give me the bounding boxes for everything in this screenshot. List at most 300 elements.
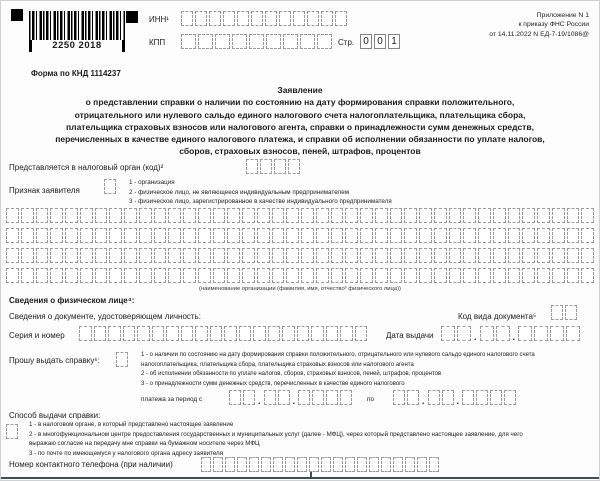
input-cell[interactable] <box>419 268 432 283</box>
applicant-option: 3 - физическое лицо, зарегистрированное в качестве индивидуального предпринимателя <box>129 198 392 206</box>
input-cell[interactable] <box>550 326 564 341</box>
series-number-cells[interactable] <box>79 326 367 341</box>
input-cell[interactable] <box>390 268 403 283</box>
input-cell[interactable] <box>168 228 181 243</box>
input-cell[interactable] <box>152 326 165 341</box>
input-cell[interactable] <box>181 11 193 26</box>
input-cell[interactable] <box>80 248 93 263</box>
delivery-method-cell[interactable] <box>6 424 18 439</box>
input-cell[interactable] <box>242 228 255 243</box>
request-certificate-cell[interactable] <box>116 352 128 367</box>
input-cell[interactable] <box>522 268 535 283</box>
input-cell[interactable] <box>257 228 270 243</box>
input-cell[interactable] <box>273 457 283 472</box>
input-cell[interactable] <box>198 268 211 283</box>
input-cell[interactable] <box>95 268 108 283</box>
input-cell[interactable] <box>242 268 255 283</box>
input-cell[interactable] <box>478 228 491 243</box>
input-cell[interactable] <box>65 208 78 223</box>
issue-date-month-cells[interactable] <box>480 326 510 341</box>
contact-phone-cells[interactable] <box>201 457 439 472</box>
input-cell[interactable] <box>198 208 211 223</box>
input-cell[interactable] <box>360 228 373 243</box>
input-cell[interactable] <box>109 248 122 263</box>
input-cell[interactable] <box>375 208 388 223</box>
input-cell[interactable] <box>490 390 502 405</box>
input-cell[interactable] <box>181 326 194 341</box>
input-cell[interactable] <box>79 326 92 341</box>
period-from-year-cells[interactable] <box>298 390 352 405</box>
title-line: Заявление <box>277 85 323 95</box>
input-cell[interactable] <box>419 208 432 223</box>
input-cell[interactable] <box>478 268 491 283</box>
input-cell[interactable] <box>279 11 291 26</box>
input-cell[interactable] <box>434 208 447 223</box>
input-cell[interactable] <box>243 390 255 405</box>
input-cell[interactable] <box>417 457 427 472</box>
input-cell[interactable] <box>50 268 63 283</box>
input-cell[interactable] <box>331 228 344 243</box>
input-cell[interactable] <box>183 208 196 223</box>
input-cell[interactable] <box>357 457 367 472</box>
input-cell[interactable] <box>298 390 310 405</box>
input-cell[interactable] <box>441 326 455 341</box>
input-cell[interactable] <box>463 208 476 223</box>
input-cell[interactable] <box>309 457 319 472</box>
input-cell[interactable] <box>209 11 221 26</box>
input-cell[interactable] <box>316 268 329 283</box>
input-cell[interactable] <box>213 268 226 283</box>
page-number-cells <box>360 34 400 49</box>
input-cell[interactable] <box>282 326 295 341</box>
input-cell[interactable] <box>213 208 226 223</box>
input-cell[interactable] <box>124 208 137 223</box>
input-cell[interactable] <box>139 268 152 283</box>
input-cell[interactable] <box>137 326 150 341</box>
input-cell[interactable] <box>65 268 78 283</box>
input-cell[interactable] <box>198 248 211 263</box>
input-cell[interactable] <box>345 228 358 243</box>
input-cell[interactable] <box>213 248 226 263</box>
applicant-option: 1 - организация <box>129 179 175 186</box>
form-knd-label: Форма по КНД 1114237 <box>31 69 121 78</box>
input-cell[interactable] <box>36 228 49 243</box>
input-cell[interactable] <box>301 228 314 243</box>
input-cell[interactable] <box>249 457 259 472</box>
input-cell[interactable] <box>508 228 521 243</box>
input-cell[interactable] <box>326 390 338 405</box>
input-cell[interactable] <box>65 228 78 243</box>
input-cell[interactable] <box>264 390 276 405</box>
input-cell[interactable] <box>463 228 476 243</box>
input-cell[interactable] <box>116 352 128 367</box>
input-cell[interactable] <box>272 208 285 223</box>
input-cell[interactable] <box>95 228 108 243</box>
input-cell[interactable] <box>124 228 137 243</box>
request-certificate-options <box>141 351 535 389</box>
period-from-month-cells[interactable] <box>264 390 290 405</box>
input-cell[interactable] <box>181 34 196 49</box>
individual-section-label: Сведения о физическом лице⁴: <box>9 296 135 305</box>
input-cell[interactable] <box>154 268 167 283</box>
input-cell[interactable] <box>508 248 521 263</box>
input-cell[interactable] <box>139 248 152 263</box>
input-cell[interactable] <box>345 248 358 263</box>
input-cell[interactable] <box>108 326 121 341</box>
input-cell[interactable] <box>567 208 580 223</box>
input-cell[interactable] <box>21 268 34 283</box>
input-cell[interactable] <box>551 305 563 320</box>
input-cell[interactable] <box>518 326 532 341</box>
tax-authority-code-cells[interactable] <box>246 159 300 174</box>
input-cell[interactable] <box>195 326 208 341</box>
input-cell[interactable] <box>260 159 272 174</box>
input-cell[interactable] <box>449 208 462 223</box>
input-cell[interactable] <box>278 390 290 405</box>
input-cell[interactable] <box>154 248 167 263</box>
input-cell[interactable] <box>183 228 196 243</box>
input-cell[interactable] <box>198 34 213 49</box>
input-cell[interactable] <box>449 268 462 283</box>
period-to-date-cells[interactable] <box>393 390 516 405</box>
input-cell[interactable] <box>567 228 580 243</box>
input-cell[interactable] <box>286 208 299 223</box>
input-cell[interactable] <box>239 326 252 341</box>
input-cell[interactable] <box>154 208 167 223</box>
input-cell[interactable] <box>331 268 344 283</box>
input-cell[interactable] <box>321 457 331 472</box>
name-grid-row[interactable] <box>6 268 594 283</box>
input-cell[interactable] <box>6 248 19 263</box>
input-cell[interactable] <box>210 326 223 341</box>
input-cell[interactable] <box>154 228 167 243</box>
input-cell[interactable] <box>493 208 506 223</box>
input-cell[interactable] <box>36 268 49 283</box>
input-cell[interactable] <box>405 457 415 472</box>
input-cell[interactable] <box>565 305 577 320</box>
input-cell[interactable] <box>317 34 332 49</box>
input-cell[interactable] <box>104 179 116 194</box>
input-cell[interactable] <box>80 228 93 243</box>
period-from-day-cells[interactable] <box>229 390 255 405</box>
input-cell[interactable] <box>229 390 241 405</box>
input-cell[interactable] <box>504 390 516 405</box>
input-cell[interactable] <box>249 34 264 49</box>
input-cell[interactable] <box>581 208 594 223</box>
input-cell[interactable] <box>393 390 405 405</box>
input-cell[interactable] <box>508 208 521 223</box>
input-cell[interactable] <box>316 208 329 223</box>
doc-type-code-cells[interactable] <box>551 305 577 320</box>
input-cell[interactable] <box>257 268 270 283</box>
applicant-attribute-options <box>129 178 392 207</box>
date-separator: . <box>258 396 261 406</box>
inn-cells[interactable] <box>181 11 347 26</box>
input-cell[interactable] <box>286 248 299 263</box>
input-cell[interactable] <box>581 228 594 243</box>
input-cell[interactable] <box>213 457 223 472</box>
input-cell[interactable] <box>496 326 510 341</box>
input-cell[interactable] <box>522 208 535 223</box>
registration-mark-left <box>11 9 23 21</box>
input-cell[interactable] <box>297 457 307 472</box>
input-cell[interactable] <box>312 390 324 405</box>
input-cell[interactable] <box>227 208 240 223</box>
input-cell[interactable] <box>419 248 432 263</box>
period-to-year-cells[interactable] <box>462 390 516 405</box>
input-cell[interactable] <box>50 248 63 263</box>
input-cell[interactable] <box>183 268 196 283</box>
input-cell[interactable] <box>419 228 432 243</box>
title-line: плательщика страховых взносов или налогового агента, справки о принадлежности сумм денежных средств, <box>66 121 534 132</box>
input-cell[interactable] <box>6 228 19 243</box>
input-cell[interactable] <box>94 326 107 341</box>
input-cell[interactable] <box>123 326 136 341</box>
input-cell[interactable] <box>331 208 344 223</box>
input-cell[interactable] <box>272 228 285 243</box>
period-from-date-cells[interactable] <box>229 390 352 405</box>
input-cell[interactable] <box>434 248 447 263</box>
input-cell[interactable] <box>552 228 565 243</box>
applicant-attribute-cell[interactable] <box>104 179 116 194</box>
input-cell[interactable] <box>493 248 506 263</box>
input-cell[interactable] <box>442 390 454 405</box>
title-line: сборов, страховых взносов, пеней, штрафов, процентов <box>179 146 421 157</box>
input-cell[interactable] <box>95 248 108 263</box>
input-cell[interactable] <box>552 248 565 263</box>
input-cell[interactable] <box>369 457 379 472</box>
delivery-method-label: Способ выдачи справки: <box>9 411 101 420</box>
input-cell[interactable] <box>198 228 211 243</box>
input-cell[interactable] <box>493 268 506 283</box>
input-cell[interactable] <box>567 248 580 263</box>
input-cell[interactable] <box>340 390 352 405</box>
input-cell[interactable] <box>345 268 358 283</box>
request-certificate-label: Прошу выдать справку⁶: <box>9 356 100 365</box>
input-cell[interactable] <box>335 11 347 26</box>
input-cell[interactable] <box>21 208 34 223</box>
input-cell[interactable] <box>478 208 491 223</box>
input-cell[interactable] <box>316 248 329 263</box>
input-cell[interactable] <box>360 208 373 223</box>
input-cell[interactable] <box>168 208 181 223</box>
input-cell[interactable] <box>355 326 368 341</box>
input-cell[interactable] <box>581 248 594 263</box>
input-cell[interactable] <box>227 248 240 263</box>
input-cell[interactable] <box>195 11 207 26</box>
input-cell[interactable] <box>522 248 535 263</box>
input-cell[interactable] <box>508 268 521 283</box>
input-cell[interactable] <box>293 11 305 26</box>
input-cell[interactable] <box>429 457 439 472</box>
input-cell[interactable] <box>227 228 240 243</box>
input-cell[interactable] <box>139 228 152 243</box>
input-cell[interactable] <box>478 248 491 263</box>
input-cell[interactable] <box>537 208 550 223</box>
barcode-number: 2250 2018 <box>29 40 125 52</box>
input-cell[interactable] <box>21 248 34 263</box>
input-cell[interactable] <box>168 248 181 263</box>
input-cell[interactable] <box>537 248 550 263</box>
input-cell[interactable] <box>285 457 295 472</box>
doc-type-code-label: Код вида документа⁵ <box>458 312 537 321</box>
input-cell[interactable] <box>462 390 474 405</box>
input-cell[interactable] <box>404 248 417 263</box>
input-cell[interactable] <box>242 248 255 263</box>
input-cell[interactable] <box>340 326 353 341</box>
input-cell[interactable] <box>297 326 310 341</box>
input-cell[interactable] <box>253 326 266 341</box>
input-cell[interactable] <box>225 457 235 472</box>
input-cell[interactable] <box>581 268 594 283</box>
input-cell[interactable] <box>109 208 122 223</box>
input-cell[interactable] <box>224 326 237 341</box>
input-cell[interactable] <box>390 228 403 243</box>
input-cell[interactable] <box>552 208 565 223</box>
name-grid-row[interactable] <box>6 208 594 223</box>
input-cell[interactable] <box>21 228 34 243</box>
input-cell[interactable] <box>522 228 535 243</box>
input-cell[interactable] <box>463 268 476 283</box>
input-cell[interactable] <box>274 159 286 174</box>
input-cell[interactable] <box>272 248 285 263</box>
identity-document-label: Сведения о документе, удостоверяющем личность: <box>9 312 201 321</box>
input-cell[interactable] <box>434 268 447 283</box>
input-cell[interactable] <box>109 268 122 283</box>
input-cell[interactable] <box>434 228 447 243</box>
input-cell[interactable] <box>109 228 122 243</box>
input-cell[interactable] <box>360 268 373 283</box>
input-cell[interactable] <box>407 390 419 405</box>
input-cell[interactable] <box>390 208 403 223</box>
input-cell[interactable] <box>283 34 298 49</box>
input-cell[interactable] <box>301 208 314 223</box>
input-cell[interactable] <box>139 208 152 223</box>
input-cell[interactable] <box>124 268 137 283</box>
input-cell[interactable] <box>463 248 476 263</box>
input-cell[interactable] <box>360 248 373 263</box>
input-cell[interactable] <box>213 228 226 243</box>
name-grid-row[interactable] <box>6 248 594 263</box>
input-cell[interactable] <box>265 11 277 26</box>
input-cell[interactable] <box>316 228 329 243</box>
input-cell[interactable] <box>6 424 18 439</box>
input-cell[interactable] <box>65 248 78 263</box>
input-cell[interactable] <box>404 268 417 283</box>
input-cell[interactable] <box>301 268 314 283</box>
input-cell[interactable] <box>124 248 137 263</box>
name-grid-caption: (наименование организации (фамилия, имя, отчество³ физического лица)) <box>199 286 401 292</box>
input-cell[interactable] <box>537 268 550 283</box>
input-cell[interactable] <box>168 268 181 283</box>
input-cell[interactable] <box>286 228 299 243</box>
input-cell[interactable] <box>166 326 179 341</box>
input-cell[interactable] <box>227 268 240 283</box>
input-cell[interactable] <box>331 248 344 263</box>
kpp-cells[interactable] <box>181 34 332 49</box>
input-cell[interactable] <box>404 208 417 223</box>
input-cell[interactable] <box>50 228 63 243</box>
input-cell[interactable] <box>80 208 93 223</box>
input-cell[interactable] <box>36 248 49 263</box>
input-cell[interactable] <box>393 457 403 472</box>
input-cell[interactable] <box>333 457 343 472</box>
input-cell[interactable] <box>261 457 271 472</box>
input-cell[interactable] <box>428 390 440 405</box>
date-separator: . <box>512 332 516 342</box>
input-cell[interactable] <box>375 268 388 283</box>
input-cell[interactable] <box>6 208 19 223</box>
input-cell[interactable] <box>307 11 319 26</box>
input-cell[interactable] <box>300 34 315 49</box>
input-cell[interactable] <box>266 34 281 49</box>
input-cell[interactable] <box>457 326 471 341</box>
input-cell[interactable] <box>232 34 247 49</box>
input-cell[interactable] <box>80 268 93 283</box>
period-to-month-cells[interactable] <box>428 390 454 405</box>
input-cell[interactable] <box>215 34 230 49</box>
input-cell[interactable] <box>480 326 494 341</box>
issue-date-cells[interactable] <box>441 326 580 341</box>
input-cell[interactable] <box>537 228 550 243</box>
request-option: 1 - о наличии по состоянию на дату формирования справки положительного, отрицательного или нулевого сальдо единого налогового счета <box>141 352 535 358</box>
input-cell[interactable] <box>375 248 388 263</box>
issue-date-day-cells[interactable] <box>441 326 471 341</box>
input-cell[interactable] <box>381 457 391 472</box>
input-cell[interactable] <box>321 11 333 26</box>
input-cell[interactable] <box>476 390 488 405</box>
input-cell[interactable] <box>95 208 108 223</box>
period-to-day-cells[interactable] <box>393 390 419 405</box>
input-cell[interactable] <box>251 11 263 26</box>
name-grid-row[interactable] <box>6 228 594 243</box>
input-cell[interactable] <box>449 248 462 263</box>
input-cell[interactable] <box>257 208 270 223</box>
input-cell[interactable] <box>375 228 388 243</box>
input-cell[interactable] <box>404 228 417 243</box>
input-cell[interactable] <box>237 457 247 472</box>
input-cell[interactable] <box>449 228 462 243</box>
input-cell[interactable] <box>268 326 281 341</box>
input-cell[interactable] <box>311 326 324 341</box>
input-cell[interactable] <box>6 268 19 283</box>
input-cell[interactable] <box>301 248 314 263</box>
issue-date-label: Дата выдачи <box>386 331 434 340</box>
input-cell[interactable] <box>534 326 548 341</box>
input-cell[interactable] <box>326 326 339 341</box>
input-cell[interactable] <box>493 228 506 243</box>
input-cell[interactable] <box>345 208 358 223</box>
input-cell[interactable] <box>50 208 63 223</box>
input-cell[interactable] <box>272 268 285 283</box>
input-cell[interactable] <box>201 457 211 472</box>
input-cell[interactable] <box>237 11 249 26</box>
input-cell[interactable] <box>390 248 403 263</box>
input-cell[interactable] <box>552 268 565 283</box>
input-cell[interactable] <box>36 208 49 223</box>
input-cell[interactable] <box>183 248 196 263</box>
input-cell[interactable] <box>286 268 299 283</box>
input-cell[interactable] <box>567 268 580 283</box>
issue-date-year-cells[interactable] <box>518 326 580 341</box>
input-cell[interactable] <box>288 159 300 174</box>
input-cell[interactable] <box>345 457 355 472</box>
input-cell[interactable] <box>566 326 580 341</box>
input-cell[interactable] <box>246 159 258 174</box>
input-cell[interactable] <box>223 11 235 26</box>
input-cell[interactable] <box>257 248 270 263</box>
input-cell[interactable] <box>242 208 255 223</box>
